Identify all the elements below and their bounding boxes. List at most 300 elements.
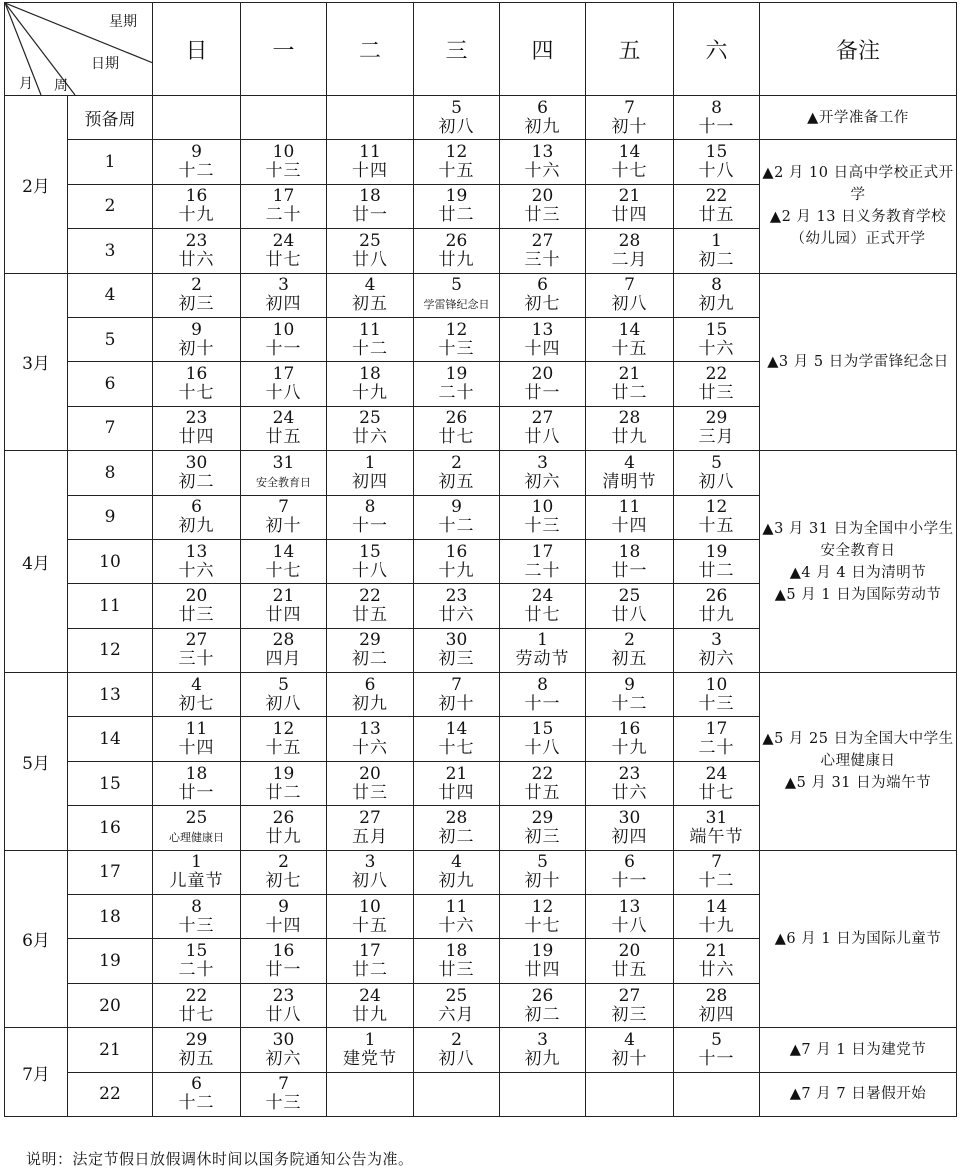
- day-cell: [241, 406, 327, 450]
- day-cell: [414, 229, 500, 273]
- day-number: 3: [537, 452, 548, 473]
- day-cell: [414, 184, 500, 228]
- day-cell: [241, 317, 327, 361]
- day-cell: [586, 806, 674, 850]
- weekday-header: 二: [327, 3, 414, 96]
- day-cell: [153, 495, 241, 539]
- day-cell: [414, 673, 500, 717]
- notes-cell: [760, 140, 957, 273]
- day-cell: [674, 495, 760, 539]
- day-cell: [500, 628, 586, 672]
- day-cell: [241, 584, 327, 628]
- day-cell: [241, 895, 327, 939]
- lunar-or-holiday-label: 十一: [611, 871, 648, 892]
- day-cell: [414, 939, 500, 983]
- day-cell: [674, 140, 760, 184]
- day-cell: [241, 1072, 327, 1116]
- day-number: 23: [618, 763, 641, 784]
- lunar-or-holiday-label: 十五: [611, 338, 648, 359]
- lunar-or-holiday-label: 廿九: [698, 604, 735, 625]
- lunar-or-holiday-label: 三月: [698, 427, 735, 448]
- lunar-or-holiday-label: 廿六: [438, 604, 475, 625]
- day-cell: [327, 717, 414, 761]
- day-number: 9: [278, 896, 289, 917]
- corner-week-label: 周: [54, 78, 68, 94]
- week-number: 9: [68, 495, 153, 539]
- day-cell: [153, 939, 241, 983]
- week-number: 17: [68, 850, 153, 894]
- day-cell: [327, 1072, 414, 1116]
- day-cell: [500, 1072, 586, 1116]
- day-number: 25: [359, 230, 381, 251]
- day-cell: [414, 761, 500, 805]
- day-cell: [153, 1072, 241, 1116]
- lunar-or-holiday-label: 十三: [438, 338, 475, 359]
- day-number: 3: [364, 852, 376, 873]
- day-number: 7: [451, 674, 462, 695]
- day-cell: [500, 273, 586, 317]
- week-row: [5, 273, 957, 317]
- day-number: 15: [359, 541, 381, 562]
- day-number: 8: [711, 275, 722, 296]
- lunar-or-holiday-label: 廿三: [698, 383, 735, 404]
- day-number: 8: [191, 896, 202, 917]
- day-number: 6: [364, 674, 376, 695]
- day-cell: [241, 140, 327, 184]
- lunar-or-holiday-label: 二十: [265, 205, 302, 226]
- day-cell: [327, 850, 414, 894]
- lunar-or-holiday-label: 廿三: [178, 604, 215, 625]
- day-cell: [414, 1028, 500, 1072]
- day-cell: [674, 673, 760, 717]
- day-cell: [153, 140, 241, 184]
- lunar-or-holiday-label: 初七: [265, 871, 302, 892]
- day-number: 11: [618, 497, 641, 518]
- week-number: 11: [68, 584, 153, 628]
- lunar-or-holiday-label: 十九: [178, 205, 215, 226]
- weekday-header: 一: [241, 3, 327, 96]
- month-label: 3月: [5, 273, 68, 451]
- day-number: 16: [445, 541, 468, 562]
- lunar-or-holiday-label: 初五: [352, 294, 388, 315]
- day-number: 29: [185, 1029, 208, 1050]
- day-number: 15: [705, 319, 728, 340]
- day-number: 14: [618, 142, 641, 163]
- lunar-or-holiday-label: 廿六: [352, 427, 388, 448]
- day-number: 29: [705, 408, 728, 429]
- lunar-or-holiday-label: 初三: [611, 1004, 648, 1025]
- corner-weekday-label: 星期: [109, 14, 137, 30]
- day-cell: [500, 806, 586, 850]
- lunar-or-holiday-label: 廿四: [178, 427, 215, 448]
- day-cell: [500, 761, 586, 805]
- lunar-or-holiday-label: 廿三: [438, 960, 475, 981]
- day-number: 9: [191, 142, 202, 163]
- day-cell: [241, 939, 327, 983]
- day-number: 16: [272, 941, 295, 962]
- lunar-or-holiday-label: 廿三: [524, 205, 561, 226]
- lunar-or-holiday-label: 廿九: [611, 427, 648, 448]
- day-cell: [241, 1028, 327, 1072]
- week-number: 8: [68, 451, 153, 495]
- lunar-or-holiday-label: 清明节: [602, 471, 657, 492]
- day-cell: [586, 1072, 674, 1116]
- lunar-or-holiday-label: 初十: [265, 516, 302, 537]
- day-cell: [414, 539, 500, 583]
- note-line: ▲6 月 1 日为国际儿童节: [774, 930, 942, 947]
- day-number: 9: [624, 674, 635, 695]
- day-number: 7: [278, 497, 289, 518]
- week-number: 2: [68, 184, 153, 228]
- day-number: 26: [531, 985, 554, 1006]
- lunar-or-holiday-label: 十三: [265, 1093, 302, 1114]
- day-number: 20: [618, 941, 641, 962]
- lunar-or-holiday-label: 十九: [438, 560, 475, 581]
- day-number: 5: [537, 852, 548, 873]
- lunar-or-holiday-label: 三十: [524, 249, 561, 270]
- day-number: 27: [618, 985, 641, 1006]
- lunar-or-holiday-label: 初六: [698, 649, 735, 670]
- lunar-or-holiday-label: 初五: [438, 471, 475, 492]
- lunar-or-holiday-label: 十五: [352, 915, 388, 936]
- day-cell: [586, 895, 674, 939]
- day-number: 3: [711, 630, 722, 651]
- day-cell: [153, 717, 241, 761]
- day-cell: [327, 229, 414, 273]
- week-number: 预备周: [68, 96, 153, 140]
- lunar-or-holiday-label: 初四: [698, 1004, 735, 1025]
- notes-header: 备注: [760, 3, 957, 96]
- week-row: [5, 850, 957, 894]
- lunar-or-holiday-label: 十三: [698, 693, 735, 714]
- day-cell: [500, 1028, 586, 1072]
- day-cell: [500, 229, 586, 273]
- day-number: 3: [537, 1029, 548, 1050]
- day-number: 12: [445, 319, 468, 340]
- lunar-or-holiday-label: 初九: [524, 1048, 561, 1069]
- month-label: 7月: [5, 1028, 68, 1117]
- note-line: ▲7 月 1 日为建党节: [789, 1041, 927, 1058]
- lunar-or-holiday-label: 廿七: [265, 249, 302, 270]
- day-cell: [586, 229, 674, 273]
- day-number: 16: [185, 364, 208, 385]
- day-number: 15: [531, 719, 554, 740]
- lunar-or-holiday-label: 廿九: [438, 249, 475, 270]
- lunar-or-holiday-label: 初三: [438, 649, 475, 670]
- lunar-or-holiday-label: 初四: [611, 826, 648, 847]
- day-number: 23: [445, 585, 468, 606]
- note-line: ▲开学准备工作: [807, 109, 909, 126]
- month-label: 5月: [5, 673, 68, 851]
- day-number: 10: [531, 497, 554, 518]
- day-number: 10: [359, 896, 381, 917]
- day-cell: [327, 983, 414, 1027]
- week-row: [5, 96, 957, 140]
- day-cell: [153, 983, 241, 1027]
- lunar-or-holiday-label: 二十: [178, 960, 215, 981]
- week-number: 21: [68, 1028, 153, 1072]
- lunar-or-holiday-label: 十八: [352, 560, 388, 581]
- day-number: 4: [364, 275, 376, 296]
- lunar-or-holiday-label: 廿七: [178, 1004, 215, 1025]
- note-line: ▲7 月 7 日暑假开始: [789, 1086, 927, 1103]
- lunar-or-holiday-label: 十一: [352, 516, 388, 537]
- lunar-or-holiday-label: 初六: [265, 1048, 302, 1069]
- lunar-or-holiday-label: 四月: [265, 649, 302, 670]
- lunar-or-holiday-label: 廿六: [611, 782, 648, 803]
- day-number: 13: [618, 896, 641, 917]
- lunar-or-holiday-label: 廿二: [698, 560, 735, 581]
- day-cell: [327, 584, 414, 628]
- day-number: 8: [364, 497, 376, 518]
- day-number: 17: [272, 186, 295, 207]
- lunar-or-holiday-label: 十六: [524, 161, 561, 182]
- day-cell: [674, 584, 760, 628]
- lunar-or-holiday-label: 十四: [352, 161, 388, 182]
- week-number: 12: [68, 628, 153, 672]
- day-number: 5: [451, 97, 462, 118]
- day-number: 17: [705, 719, 728, 740]
- lunar-or-holiday-label: 廿二: [352, 960, 388, 981]
- lunar-or-holiday-label: 十八: [265, 383, 302, 404]
- day-cell: [414, 273, 500, 317]
- day-cell: [500, 495, 586, 539]
- day-number: 13: [531, 319, 554, 340]
- day-cell: [500, 895, 586, 939]
- lunar-or-holiday-label: 十四: [265, 915, 302, 936]
- day-cell: [327, 495, 414, 539]
- day-number: 24: [359, 985, 381, 1006]
- lunar-or-holiday-label: 十四: [178, 738, 215, 759]
- day-cell: [500, 140, 586, 184]
- day-number: 10: [705, 674, 728, 695]
- day-cell: [674, 806, 760, 850]
- day-cell: [586, 761, 674, 805]
- notes-cell: [760, 850, 957, 1028]
- day-cell: [327, 451, 414, 495]
- week-number: 1: [68, 140, 153, 184]
- day-number: 30: [445, 630, 468, 651]
- day-number: 12: [705, 497, 728, 518]
- lunar-or-holiday-label: 廿四: [524, 960, 561, 981]
- day-cell: [327, 273, 414, 317]
- day-cell: [327, 539, 414, 583]
- day-cell: [327, 184, 414, 228]
- day-cell: [586, 539, 674, 583]
- day-cell: [500, 673, 586, 717]
- lunar-or-holiday-label: 廿八: [611, 604, 648, 625]
- lunar-or-holiday-label: 初五: [178, 1048, 215, 1069]
- day-number: 22: [705, 364, 728, 385]
- day-number: 27: [359, 807, 381, 828]
- lunar-or-holiday-label: 廿九: [265, 826, 302, 847]
- day-number: 30: [272, 1029, 295, 1050]
- lunar-or-holiday-label: 初三: [524, 826, 561, 847]
- day-cell: [153, 1028, 241, 1072]
- day-cell: [153, 362, 241, 406]
- day-cell: [327, 96, 414, 140]
- day-cell: [674, 761, 760, 805]
- day-number: 14: [272, 541, 295, 562]
- note-line: ▲5 月 25 日为全国大中学生心理健康日: [762, 731, 954, 770]
- lunar-or-holiday-label: 十七: [438, 738, 475, 759]
- week-number: 18: [68, 895, 153, 939]
- lunar-or-holiday-label: 十六: [438, 915, 475, 936]
- day-number: 1: [711, 230, 722, 251]
- day-cell: [153, 628, 241, 672]
- lunar-or-holiday-label: 十六: [178, 560, 215, 581]
- day-number: 24: [705, 763, 728, 784]
- lunar-or-holiday-label: 十三: [524, 516, 561, 537]
- day-cell: [241, 983, 327, 1027]
- day-number: 21: [618, 186, 641, 207]
- day-number: 13: [531, 142, 554, 163]
- lunar-or-holiday-label: 廿五: [265, 427, 302, 448]
- month-label: 2月: [5, 96, 68, 274]
- day-cell: [241, 451, 327, 495]
- day-number: 3: [278, 275, 289, 296]
- day-number: 23: [272, 985, 295, 1006]
- day-cell: [153, 451, 241, 495]
- week-number: 15: [68, 761, 153, 805]
- day-number: 4: [451, 852, 462, 873]
- day-number: 24: [272, 408, 295, 429]
- lunar-or-holiday-label: 十二: [611, 693, 648, 714]
- lunar-or-holiday-label: 二月: [611, 249, 648, 270]
- day-cell: [414, 717, 500, 761]
- day-number: 22: [185, 985, 208, 1006]
- day-cell: [241, 628, 327, 672]
- lunar-or-holiday-label: 十四: [611, 516, 648, 537]
- notes-cell: [760, 673, 957, 851]
- note-line: ▲5 月 31 日为端午节: [784, 775, 932, 792]
- day-cell: [153, 273, 241, 317]
- day-number: 18: [445, 941, 468, 962]
- lunar-or-holiday-label: 廿八: [524, 427, 561, 448]
- lunar-or-holiday-label: 廿五: [698, 205, 735, 226]
- lunar-or-holiday-label: 十二: [178, 161, 215, 182]
- lunar-or-holiday-label: 初五: [611, 649, 648, 670]
- day-number: 14: [618, 319, 641, 340]
- day-cell: [500, 717, 586, 761]
- day-cell: [674, 539, 760, 583]
- lunar-or-holiday-label: 廿一: [265, 960, 302, 981]
- lunar-or-holiday-label: 廿九: [352, 1004, 388, 1025]
- day-cell: [586, 850, 674, 894]
- day-number: 28: [272, 630, 295, 651]
- lunar-or-holiday-label: 廿四: [265, 604, 302, 625]
- day-number: 27: [531, 230, 554, 251]
- day-cell: [500, 584, 586, 628]
- lunar-or-holiday-label: 廿二: [611, 383, 648, 404]
- weekday-header: 四: [500, 3, 586, 96]
- day-cell: [327, 761, 414, 805]
- day-cell: [500, 406, 586, 450]
- day-number: 6: [537, 97, 548, 118]
- day-number: 19: [445, 186, 468, 207]
- day-number: 4: [624, 1029, 635, 1050]
- day-number: 15: [185, 941, 208, 962]
- day-cell: [414, 495, 500, 539]
- lunar-or-holiday-label: 初三: [178, 294, 215, 315]
- week-number: 6: [68, 362, 153, 406]
- day-number: 11: [359, 319, 381, 340]
- day-number: 4: [191, 674, 202, 695]
- day-cell: [153, 850, 241, 894]
- day-cell: [327, 362, 414, 406]
- lunar-or-holiday-label: 十一: [698, 1048, 735, 1069]
- day-number: 10: [272, 319, 295, 340]
- day-cell: [414, 806, 500, 850]
- day-cell: [674, 628, 760, 672]
- day-number: 6: [191, 1074, 202, 1095]
- day-cell: [674, 362, 760, 406]
- day-cell: [586, 96, 674, 140]
- day-cell: [241, 717, 327, 761]
- day-cell: [500, 850, 586, 894]
- day-cell: [241, 229, 327, 273]
- lunar-or-holiday-label: 十二: [352, 338, 388, 359]
- day-number: 18: [359, 186, 381, 207]
- lunar-or-holiday-label: 十一: [265, 338, 302, 359]
- header-corner-cell: [5, 3, 153, 96]
- day-number: 6: [537, 275, 548, 296]
- weekday-header: 三: [414, 3, 500, 96]
- lunar-or-holiday-label: 廿四: [611, 205, 648, 226]
- lunar-or-holiday-label: 十二: [698, 871, 735, 892]
- day-number: 9: [191, 319, 202, 340]
- day-cell: [500, 983, 586, 1027]
- day-number: 22: [531, 763, 554, 784]
- lunar-or-holiday-label: 初九: [352, 693, 388, 714]
- note-line: ▲5 月 1 日为国际劳动节: [774, 586, 942, 603]
- day-number: 27: [531, 408, 554, 429]
- day-cell: [241, 673, 327, 717]
- lunar-or-holiday-label: 学雷锋纪念日: [423, 298, 490, 312]
- day-number: 25: [618, 585, 641, 606]
- week-row: [5, 673, 957, 717]
- day-number: 24: [272, 230, 295, 251]
- day-cell: [586, 1028, 674, 1072]
- day-cell: [586, 495, 674, 539]
- week-number: 4: [68, 273, 153, 317]
- day-number: 20: [531, 364, 554, 385]
- day-number: 21: [272, 585, 295, 606]
- day-number: 1: [364, 452, 376, 473]
- day-number: 26: [445, 230, 468, 251]
- day-number: 14: [445, 719, 468, 740]
- lunar-or-holiday-label: 初十: [438, 693, 475, 714]
- day-cell: [586, 584, 674, 628]
- day-cell: [241, 850, 327, 894]
- day-cell: [586, 184, 674, 228]
- day-number: 18: [618, 541, 641, 562]
- lunar-or-holiday-label: 十九: [611, 738, 648, 759]
- day-cell: [586, 628, 674, 672]
- lunar-or-holiday-label: 廿一: [352, 205, 388, 226]
- day-cell: [153, 406, 241, 450]
- weekday-header: 日: [153, 3, 241, 96]
- week-number: 5: [68, 317, 153, 361]
- day-number: 26: [272, 807, 295, 828]
- day-cell: [153, 673, 241, 717]
- day-cell: [674, 1028, 760, 1072]
- week-number: 16: [68, 806, 153, 850]
- day-number: 19: [705, 541, 728, 562]
- day-number: 25: [359, 408, 381, 429]
- week-row: [5, 1028, 957, 1072]
- week-number: 13: [68, 673, 153, 717]
